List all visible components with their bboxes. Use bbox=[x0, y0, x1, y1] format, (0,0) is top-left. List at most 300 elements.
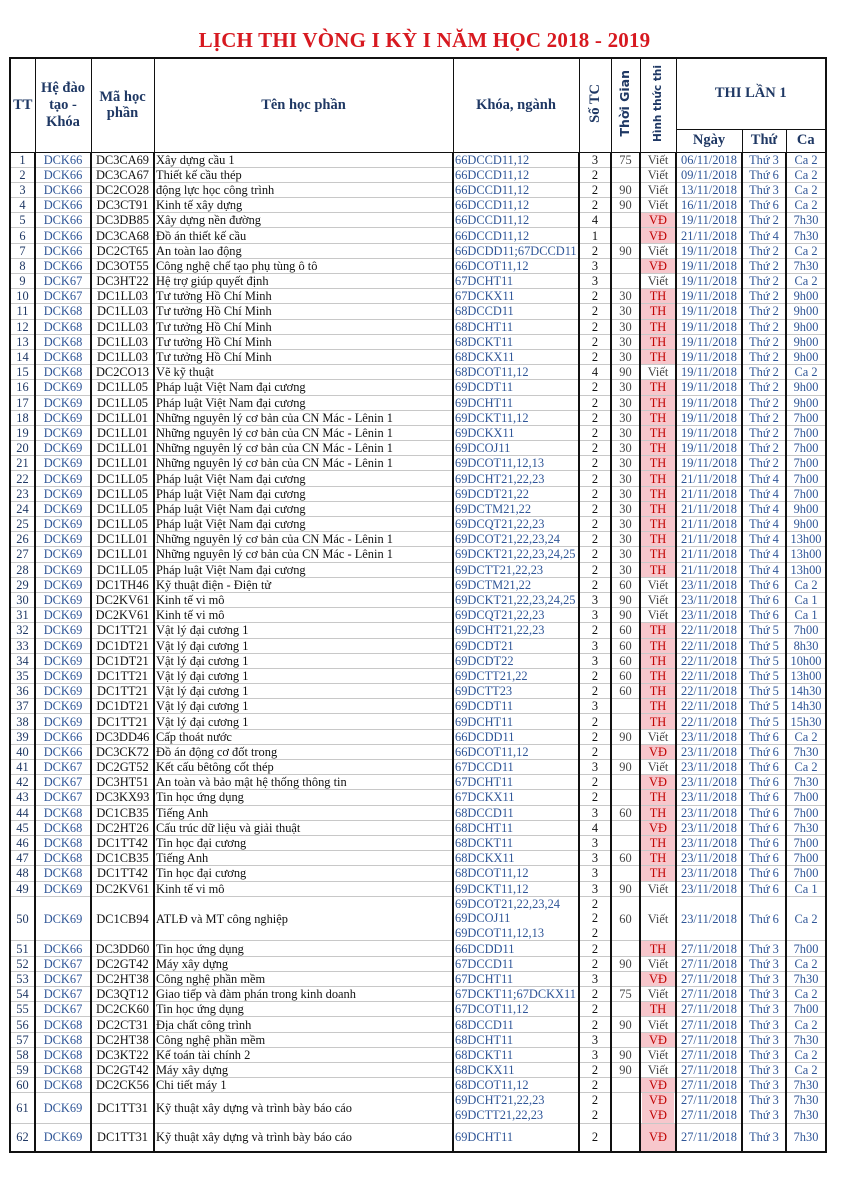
thu-cell: Thứ 2 bbox=[742, 349, 786, 364]
thoi-gian-cell: 90 bbox=[611, 198, 640, 213]
he-dao-tao-cell: DCK68 bbox=[35, 805, 91, 820]
so-tc-cell: 2 bbox=[579, 547, 611, 562]
hinh-thuc-cell: Viết bbox=[640, 592, 676, 607]
ca-cell: 9h00 bbox=[786, 349, 826, 364]
so-tc-cell: 2 bbox=[579, 941, 611, 956]
thoi-gian-cell bbox=[611, 775, 640, 790]
hinh-thuc-cell: Viết bbox=[640, 1062, 676, 1077]
khoa-nganh-cell: 68DCKT11 bbox=[453, 835, 579, 850]
thu-cell: Thứ 2 bbox=[742, 334, 786, 349]
thu-cell: Thứ 2 bbox=[742, 289, 786, 304]
ma-hoc-phan-cell: DC1LL03 bbox=[91, 349, 154, 364]
ma-hoc-phan-cell: DC1LL05 bbox=[91, 486, 154, 501]
so-tc-cell: 2 bbox=[579, 668, 611, 683]
table-row bbox=[10, 1078, 826, 1093]
ngay-cell: 27/11/2018 bbox=[676, 971, 742, 986]
khoa-nganh-cell: 67DCHT11 bbox=[453, 274, 579, 289]
thu-cell: Thứ 4 bbox=[742, 486, 786, 501]
hinh-thuc-cell: TH bbox=[640, 668, 676, 683]
ngay-cell: 19/11/2018 bbox=[676, 441, 742, 456]
ten-hoc-phan-cell: động lực học công trình bbox=[154, 182, 453, 197]
ma-hoc-phan-cell: DC1LL05 bbox=[91, 517, 154, 532]
khoa-nganh-cell: 69DCTT23 bbox=[453, 684, 579, 699]
ngay-cell: 21/11/2018 bbox=[676, 517, 742, 532]
row-number: 54 bbox=[10, 987, 35, 1002]
table-row bbox=[10, 1123, 826, 1152]
hinh-thuc-cell: Viết bbox=[640, 198, 676, 213]
so-tc-cell: 2 bbox=[579, 729, 611, 744]
thoi-gian-cell bbox=[611, 1093, 640, 1123]
ma-hoc-phan-cell: DC1LL03 bbox=[91, 319, 154, 334]
thoi-gian-cell: 75 bbox=[611, 987, 640, 1002]
row-number: 7 bbox=[10, 243, 35, 258]
khoa-nganh-cell: 69DCHT21,22,23 bbox=[453, 471, 579, 486]
ten-hoc-phan-cell: Những nguyên lý cơ bản của CN Mác - Lênin 1 bbox=[154, 456, 453, 471]
ngay-cell: 09/11/2018 bbox=[676, 167, 742, 182]
so-tc-cell: 2 bbox=[579, 486, 611, 501]
he-dao-tao-cell: DCK68 bbox=[35, 866, 91, 881]
hinh-thuc-cell: TH bbox=[640, 941, 676, 956]
table-row bbox=[10, 349, 826, 364]
header-ngay: Ngày bbox=[676, 129, 742, 152]
thu-cell: Thứ 3 bbox=[742, 152, 786, 167]
ten-hoc-phan-cell: Pháp luật Việt Nam đại cương bbox=[154, 395, 453, 410]
ca-cell: 7h30 bbox=[786, 1078, 826, 1093]
ten-hoc-phan-cell: Giao tiếp và đàm phán trong kinh doanh bbox=[154, 987, 453, 1002]
hinh-thuc-cell: Viết bbox=[640, 987, 676, 1002]
thu-cell: Thứ 5 bbox=[742, 653, 786, 668]
ma-hoc-phan-cell: DC1LL01 bbox=[91, 532, 154, 547]
ten-hoc-phan-cell: Vẽ kỹ thuật bbox=[154, 365, 453, 380]
thoi-gian-cell bbox=[611, 1032, 640, 1047]
khoa-nganh-cell-line: 69DCTT21,22,23 bbox=[455, 1107, 544, 1122]
he-dao-tao-cell: DCK68 bbox=[35, 851, 91, 866]
thoi-gian-cell: 60 bbox=[611, 668, 640, 683]
ma-hoc-phan-cell: DC1LL05 bbox=[91, 501, 154, 516]
thoi-gian-cell: 30 bbox=[611, 501, 640, 516]
ngay-cell: 19/11/2018 bbox=[676, 410, 742, 425]
ma-hoc-phan-cell: DC1CB35 bbox=[91, 805, 154, 820]
thoi-gian-cell: 30 bbox=[611, 441, 640, 456]
ten-hoc-phan-cell: Tin học đại cương bbox=[154, 866, 453, 881]
table-row bbox=[10, 486, 826, 501]
row-number: 24 bbox=[10, 501, 35, 516]
ma-hoc-phan-cell: DC2HT38 bbox=[91, 1032, 154, 1047]
so-tc-cell: 3 bbox=[579, 881, 611, 896]
ngay-cell: 27/11/2018 bbox=[676, 1078, 742, 1093]
hinh-thuc-cell: VĐ bbox=[640, 213, 676, 228]
row-number: 38 bbox=[10, 714, 35, 729]
ngay-cell: 21/11/2018 bbox=[676, 562, 742, 577]
ngay-cell: 23/11/2018 bbox=[676, 805, 742, 820]
row-number: 35 bbox=[10, 668, 35, 683]
thoi-gian-cell: 60 bbox=[611, 684, 640, 699]
hinh-thuc-cell: TH bbox=[640, 319, 676, 334]
row-number: 45 bbox=[10, 820, 35, 835]
so-tc-cell: 2 bbox=[579, 334, 611, 349]
ten-hoc-phan-cell: Tiếng Anh bbox=[154, 851, 453, 866]
so-tc-cell: 2 bbox=[579, 714, 611, 729]
ca-cell: 7h00 bbox=[786, 805, 826, 820]
thu-cell: Thứ 4 bbox=[742, 532, 786, 547]
hinh-thuc-cell: TH bbox=[640, 623, 676, 638]
he-dao-tao-cell: DCK66 bbox=[35, 258, 91, 273]
khoa-nganh-cell: 68DCHT11 bbox=[453, 319, 579, 334]
thu-cell: Thứ 6 bbox=[742, 775, 786, 790]
thoi-gian-cell: 90 bbox=[611, 881, 640, 896]
ma-hoc-phan-cell: DC1LL05 bbox=[91, 380, 154, 395]
ten-hoc-phan-cell: Pháp luật Việt Nam đại cương bbox=[154, 471, 453, 486]
thu-cell-line: Thứ 3 bbox=[749, 1093, 779, 1108]
khoa-nganh-cell: 67DCHT11 bbox=[453, 775, 579, 790]
khoa-nganh-cell: 69DCTT21,22,23 bbox=[453, 562, 579, 577]
thoi-gian-cell: 30 bbox=[611, 319, 640, 334]
he-dao-tao-cell: DCK68 bbox=[35, 334, 91, 349]
ca-cell: 9h00 bbox=[786, 319, 826, 334]
so-tc-cell: 3 bbox=[579, 866, 611, 881]
row-number: 31 bbox=[10, 608, 35, 623]
ten-hoc-phan-cell: Tin học ứng dụng bbox=[154, 941, 453, 956]
khoa-nganh-cell: 69DCTT21,22 bbox=[453, 668, 579, 683]
hinh-thuc-cell: TH bbox=[640, 456, 676, 471]
ten-hoc-phan-cell: Pháp luật Việt Nam đại cương bbox=[154, 517, 453, 532]
ca-cell: 7h30 bbox=[786, 228, 826, 243]
thu-cell: Thứ 4 bbox=[742, 547, 786, 562]
thoi-gian-cell bbox=[611, 213, 640, 228]
table-row bbox=[10, 167, 826, 182]
he-dao-tao-cell: DCK69 bbox=[35, 577, 91, 592]
ca-cell: 14h30 bbox=[786, 684, 826, 699]
ca-cell: Ca 1 bbox=[786, 608, 826, 623]
hinh-thuc-cell: Viết bbox=[640, 881, 676, 896]
table-row bbox=[10, 714, 826, 729]
ten-hoc-phan-cell: Công nghệ phần mềm bbox=[154, 971, 453, 986]
khoa-nganh-cell: 66DCCD11,12 bbox=[453, 198, 579, 213]
thu-cell: Thứ 6 bbox=[742, 790, 786, 805]
ngay-cell: 22/11/2018 bbox=[676, 653, 742, 668]
table-row bbox=[10, 896, 826, 941]
table-row bbox=[10, 380, 826, 395]
thu-cell: Thứ 2 bbox=[742, 243, 786, 258]
so-tc-cell: 2 bbox=[579, 1078, 611, 1093]
header-ca: Ca bbox=[786, 129, 826, 152]
row-number: 50 bbox=[10, 896, 35, 941]
he-dao-tao-cell: DCK66 bbox=[35, 167, 91, 182]
thoi-gian-cell: 90 bbox=[611, 182, 640, 197]
he-dao-tao-cell: DCK66 bbox=[35, 182, 91, 197]
row-number: 6 bbox=[10, 228, 35, 243]
row-number: 33 bbox=[10, 638, 35, 653]
table-row bbox=[10, 501, 826, 516]
ngay-cell: 19/11/2018 bbox=[676, 213, 742, 228]
table-row bbox=[10, 1017, 826, 1032]
thoi-gian-cell: 30 bbox=[611, 425, 640, 440]
he-dao-tao-cell: DCK68 bbox=[35, 835, 91, 850]
hinh-thuc-cell: TH bbox=[640, 441, 676, 456]
ten-hoc-phan-cell: Vật lý đại cương 1 bbox=[154, 699, 453, 714]
table-row bbox=[10, 289, 826, 304]
he-dao-tao-cell: DCK66 bbox=[35, 198, 91, 213]
ca-cell: 9h00 bbox=[786, 289, 826, 304]
hinh-thuc-cell: TH bbox=[640, 684, 676, 699]
table-row bbox=[10, 532, 826, 547]
row-number: 21 bbox=[10, 456, 35, 471]
ma-hoc-phan-cell: DC2CK56 bbox=[91, 1078, 154, 1093]
ten-hoc-phan-cell: Công nghệ chế tạo phụ tùng ô tô bbox=[154, 258, 453, 273]
ten-hoc-phan-cell: Tư tưởng Hồ Chí Minh bbox=[154, 319, 453, 334]
thoi-gian-cell bbox=[611, 274, 640, 289]
thu-cell: Thứ 3 bbox=[742, 1032, 786, 1047]
thoi-gian-cell: 30 bbox=[611, 547, 640, 562]
ma-hoc-phan-cell: DC1LL05 bbox=[91, 562, 154, 577]
table-row bbox=[10, 653, 826, 668]
ten-hoc-phan-cell: Công nghệ phần mềm bbox=[154, 1032, 453, 1047]
ca-cell: Ca 2 bbox=[786, 577, 826, 592]
ngay-cell: 19/11/2018 bbox=[676, 274, 742, 289]
hinh-thuc-cell: TH bbox=[640, 851, 676, 866]
ten-hoc-phan-cell: Pháp luật Việt Nam đại cương bbox=[154, 501, 453, 516]
ten-hoc-phan-cell: Cấp thoát nước bbox=[154, 729, 453, 744]
so-tc-cell-line: 2 bbox=[591, 1093, 599, 1108]
row-number: 29 bbox=[10, 577, 35, 592]
ma-hoc-phan-cell: DC2GT52 bbox=[91, 760, 154, 775]
ca-cell: Ca 2 bbox=[786, 896, 826, 941]
thoi-gian-cell bbox=[611, 167, 640, 182]
he-dao-tao-cell: DCK69 bbox=[35, 501, 91, 516]
ma-hoc-phan-cell: DC1DT21 bbox=[91, 653, 154, 668]
khoa-nganh-cell: 69DCOT21,22,23,24 bbox=[453, 532, 579, 547]
ten-hoc-phan-cell: Đồ án động cơ đốt trong bbox=[154, 744, 453, 759]
thoi-gian-cell: 90 bbox=[611, 1047, 640, 1062]
he-dao-tao-cell: DCK69 bbox=[35, 896, 91, 941]
table-row bbox=[10, 941, 826, 956]
table-row bbox=[10, 790, 826, 805]
thoi-gian-cell bbox=[611, 1002, 640, 1017]
table-row bbox=[10, 410, 826, 425]
so-tc-cell: 1 bbox=[579, 228, 611, 243]
table-row bbox=[10, 334, 826, 349]
ca-cell: 7h00 bbox=[786, 851, 826, 866]
thoi-gian-cell: 90 bbox=[611, 1017, 640, 1032]
so-tc-cell: 2 bbox=[579, 456, 611, 471]
hinh-thuc-cell: Viết bbox=[640, 274, 676, 289]
thoi-gian-cell bbox=[611, 866, 640, 881]
he-dao-tao-cell: DCK67 bbox=[35, 274, 91, 289]
row-number: 42 bbox=[10, 775, 35, 790]
so-tc-cell-line: 2 bbox=[591, 925, 599, 940]
row-number: 61 bbox=[10, 1093, 35, 1123]
row-number: 37 bbox=[10, 699, 35, 714]
ca-cell: 13h00 bbox=[786, 562, 826, 577]
row-number: 28 bbox=[10, 562, 35, 577]
so-tc-cell: 3 bbox=[579, 274, 611, 289]
row-number: 43 bbox=[10, 790, 35, 805]
row-number: 18 bbox=[10, 410, 35, 425]
header-khoa-nganh: Khóa, ngành bbox=[453, 58, 579, 152]
he-dao-tao-cell: DCK67 bbox=[35, 971, 91, 986]
thoi-gian-cell: 60 bbox=[611, 851, 640, 866]
table-row bbox=[10, 866, 826, 881]
ngay-cell: 19/11/2018 bbox=[676, 319, 742, 334]
table-row bbox=[10, 775, 826, 790]
ngay-cell: 27/11/2018 bbox=[676, 956, 742, 971]
ca-cell: 7h30 bbox=[786, 775, 826, 790]
table-row bbox=[10, 623, 826, 638]
thoi-gian-cell: 90 bbox=[611, 956, 640, 971]
ngay-cell: 21/11/2018 bbox=[676, 486, 742, 501]
table-row bbox=[10, 395, 826, 410]
thu-cell: Thứ 2 bbox=[742, 319, 786, 334]
ma-hoc-phan-cell: DC1LL01 bbox=[91, 410, 154, 425]
ca-cell: 7h00 bbox=[786, 410, 826, 425]
khoa-nganh-cell: 68DCKX11 bbox=[453, 1062, 579, 1077]
so-tc-cell: 2 bbox=[579, 319, 611, 334]
ten-hoc-phan-cell: Xây dựng cầu 1 bbox=[154, 152, 453, 167]
ngay-cell: 27/11/2018 bbox=[676, 1017, 742, 1032]
ca-cell: 13h00 bbox=[786, 547, 826, 562]
he-dao-tao-cell: DCK68 bbox=[35, 349, 91, 364]
ten-hoc-phan-cell: Vật lý đại cương 1 bbox=[154, 668, 453, 683]
so-tc-cell: 2 bbox=[579, 349, 611, 364]
hinh-thuc-cell: TH bbox=[640, 866, 676, 881]
ma-hoc-phan-cell: DC1TH46 bbox=[91, 577, 154, 592]
he-dao-tao-cell: DCK69 bbox=[35, 653, 91, 668]
ma-hoc-phan-cell: DC1DT21 bbox=[91, 699, 154, 714]
ngay-cell: 23/11/2018 bbox=[676, 608, 742, 623]
khoa-nganh-cell-line: 69DCOT11,12,13 bbox=[455, 925, 545, 940]
ca-cell: Ca 2 bbox=[786, 1062, 826, 1077]
table-row bbox=[10, 971, 826, 986]
ca-cell: 7h30 bbox=[786, 820, 826, 835]
thoi-gian-cell: 60 bbox=[611, 896, 640, 941]
table-row bbox=[10, 684, 826, 699]
thoi-gian-cell: 30 bbox=[611, 304, 640, 319]
ca-cell: Ca 2 bbox=[786, 760, 826, 775]
thu-cell: Thứ 3 bbox=[742, 987, 786, 1002]
ca-cell: 7h00 bbox=[786, 790, 826, 805]
so-tc-cell: 2 bbox=[579, 987, 611, 1002]
ngay-cell: 27/11/2018 bbox=[676, 1123, 742, 1152]
ngay-cell: 23/11/2018 bbox=[676, 729, 742, 744]
ten-hoc-phan-cell: An toàn lao động bbox=[154, 243, 453, 258]
khoa-nganh-cell: 69DCDT11 bbox=[453, 699, 579, 714]
he-dao-tao-cell: DCK68 bbox=[35, 319, 91, 334]
ngay-cell: 19/11/2018 bbox=[676, 365, 742, 380]
ca-cell: 7h30 bbox=[786, 1123, 826, 1152]
thoi-gian-cell: 90 bbox=[611, 243, 640, 258]
so-tc-cell: 2 bbox=[579, 380, 611, 395]
ten-hoc-phan-cell: Pháp luật Việt Nam đại cương bbox=[154, 562, 453, 577]
thu-cell: Thứ 6 bbox=[742, 835, 786, 850]
so-tc-cell: 3 bbox=[579, 258, 611, 273]
so-tc-cell: 3 bbox=[579, 653, 611, 668]
ma-hoc-phan-cell: DC3CA67 bbox=[91, 167, 154, 182]
ngay-cell: 22/11/2018 bbox=[676, 638, 742, 653]
hinh-thuc-cell: TH bbox=[640, 562, 676, 577]
so-tc-cell: 2 bbox=[579, 167, 611, 182]
thu-cell: Thứ 4 bbox=[742, 501, 786, 516]
khoa-nganh-cell: 68DCCD11 bbox=[453, 805, 579, 820]
ten-hoc-phan-cell: Thiết kế cầu thép bbox=[154, 167, 453, 182]
ma-hoc-phan-cell: DC2GT42 bbox=[91, 1062, 154, 1077]
khoa-nganh-cell-line: 69DCOJ11 bbox=[455, 911, 511, 926]
ca-cell: 7h30 bbox=[786, 1032, 826, 1047]
ca-cell: 10h00 bbox=[786, 653, 826, 668]
so-tc-cell: 2 bbox=[579, 744, 611, 759]
hinh-thuc-cell: TH bbox=[640, 714, 676, 729]
ngay-cell: 21/11/2018 bbox=[676, 471, 742, 486]
hinh-thuc-cell: Viết bbox=[640, 1017, 676, 1032]
he-dao-tao-cell: DCK66 bbox=[35, 213, 91, 228]
so-tc-cell: 2 bbox=[579, 289, 611, 304]
thoi-gian-cell: 30 bbox=[611, 456, 640, 471]
ca-cell: 7h00 bbox=[786, 456, 826, 471]
ten-hoc-phan-cell: Vật lý đại cương 1 bbox=[154, 714, 453, 729]
ngay-cell: 21/11/2018 bbox=[676, 532, 742, 547]
so-tc-cell: 2 bbox=[579, 956, 611, 971]
ngay-cell: 21/11/2018 bbox=[676, 228, 742, 243]
he-dao-tao-cell: DCK69 bbox=[35, 425, 91, 440]
hinh-thuc-cell: Viết bbox=[640, 1047, 676, 1062]
ngay-cell: 19/11/2018 bbox=[676, 380, 742, 395]
thoi-gian-cell: 60 bbox=[611, 623, 640, 638]
so-tc-cell-line: 2 bbox=[591, 896, 599, 911]
so-tc-cell: 3 bbox=[579, 835, 611, 850]
so-tc-cell: 2 bbox=[579, 1062, 611, 1077]
so-tc-cell bbox=[579, 896, 611, 941]
ma-hoc-phan-cell: DC1DT21 bbox=[91, 638, 154, 653]
ma-hoc-phan-cell: DC2CO28 bbox=[91, 182, 154, 197]
ten-hoc-phan-cell: Tin học ứng dụng bbox=[154, 1002, 453, 1017]
ten-hoc-phan-cell: ATLĐ và MT công nghiệp bbox=[154, 896, 453, 941]
thoi-gian-cell: 30 bbox=[611, 395, 640, 410]
khoa-nganh-cell: 68DCKX11 bbox=[453, 349, 579, 364]
he-dao-tao-cell: DCK68 bbox=[35, 304, 91, 319]
ca-cell: 9h00 bbox=[786, 501, 826, 516]
header-hinh-thuc bbox=[640, 58, 676, 152]
thoi-gian-cell: 30 bbox=[611, 532, 640, 547]
khoa-nganh-cell: 69DCOT11,12,13 bbox=[453, 456, 579, 471]
ma-hoc-phan-cell: DC1TT21 bbox=[91, 623, 154, 638]
so-tc-cell: 2 bbox=[579, 577, 611, 592]
ngay-cell: 23/11/2018 bbox=[676, 760, 742, 775]
thoi-gian-cell bbox=[611, 941, 640, 956]
so-tc-cell: 2 bbox=[579, 198, 611, 213]
thu-cell: Thứ 2 bbox=[742, 213, 786, 228]
ca-cell: Ca 2 bbox=[786, 987, 826, 1002]
khoa-nganh-cell: 67DCHT11 bbox=[453, 971, 579, 986]
khoa-nganh-cell: 69DCHT21,22,23 bbox=[453, 623, 579, 638]
ma-hoc-phan-cell: DC1LL01 bbox=[91, 547, 154, 562]
khoa-nganh-cell: 69DCOJ11 bbox=[453, 441, 579, 456]
ten-hoc-phan-cell: Những nguyên lý cơ bản của CN Mác - Lênin 1 bbox=[154, 532, 453, 547]
thoi-gian-cell: 90 bbox=[611, 608, 640, 623]
header-tt: TT bbox=[10, 58, 35, 152]
ten-hoc-phan-cell: Tiếng Anh bbox=[154, 805, 453, 820]
ca-cell: 7h00 bbox=[786, 425, 826, 440]
ca-cell: Ca 2 bbox=[786, 274, 826, 289]
so-tc-cell: 2 bbox=[579, 517, 611, 532]
row-number: 49 bbox=[10, 881, 35, 896]
ca-cell: Ca 1 bbox=[786, 592, 826, 607]
he-dao-tao-cell: DCK67 bbox=[35, 987, 91, 1002]
header-thoi-gian-label: Thời Gian bbox=[617, 70, 633, 137]
thoi-gian-cell: 90 bbox=[611, 729, 640, 744]
ngay-cell: 22/11/2018 bbox=[676, 623, 742, 638]
ma-hoc-phan-cell: DC2HT26 bbox=[91, 820, 154, 835]
thu-cell: Thứ 3 bbox=[742, 1078, 786, 1093]
ngay-cell: 27/11/2018 bbox=[676, 941, 742, 956]
